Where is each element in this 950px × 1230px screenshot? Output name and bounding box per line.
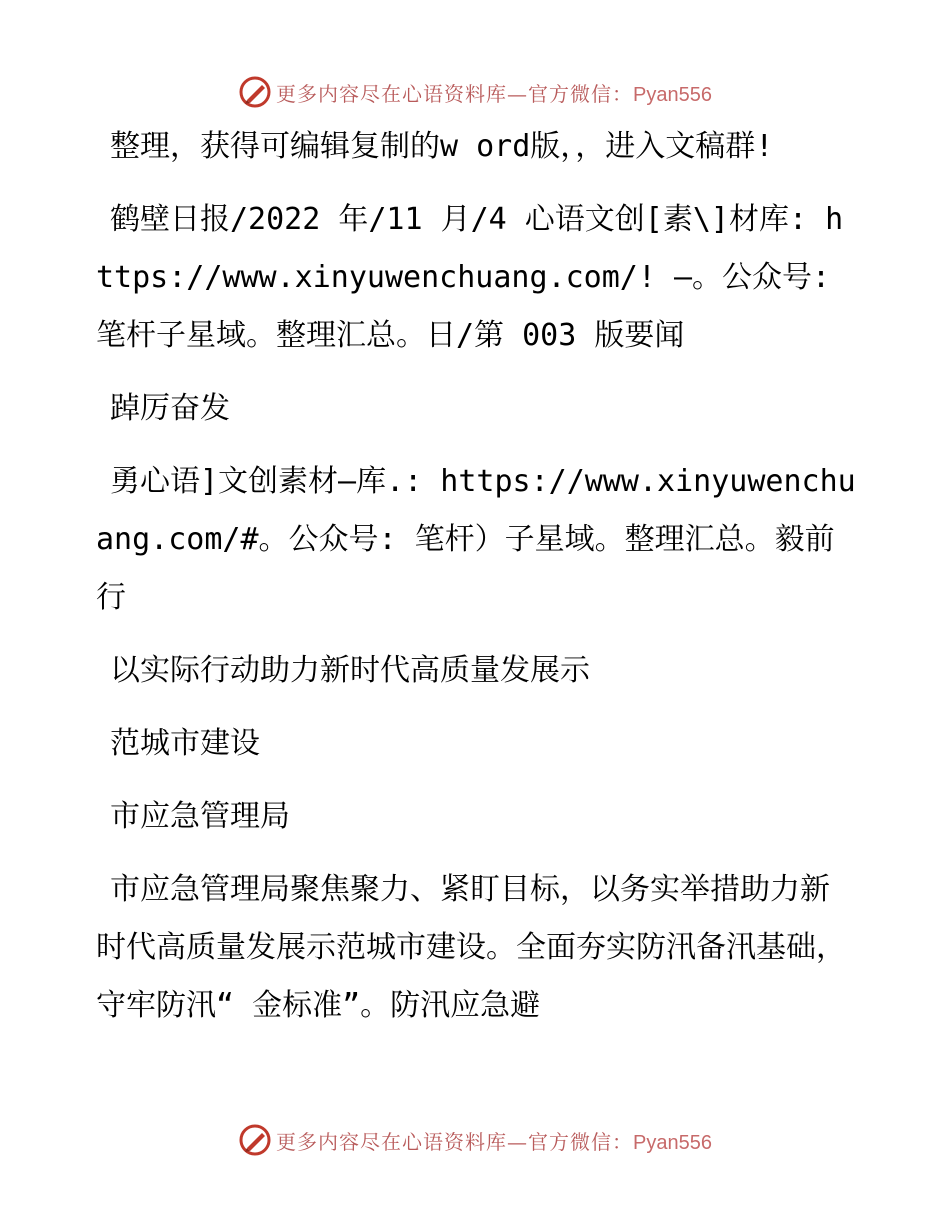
- document-body: [96, 118, 856, 1050]
- paragraph-4: 勇心语]文创素材—库.: https://www.xinyuwenchuang.com/#。公众号: 笔杆）子星域。整理汇总。毅前行: [96, 464, 856, 615]
- footer-wechat-id: Pyan556: [633, 1131, 712, 1154]
- footer-banner-text: 更多内容尽在心语资料库—官方微信：Pyan556: [276, 1129, 712, 1154]
- footer-banner: [0, 1120, 950, 1160]
- paragraph-8: 市应急管理局聚焦聚力、紧盯目标，以务实举措助力新时代高质量发展示范城市建设。全面夯实防汛备汛基础，守牢防汛“ 金标准”。防汛应急避: [96, 872, 846, 1023]
- paragraph-2: 鹤壁日报/2022 年/11 月/4 心语文创[素\]材库: https://www.xinyuwenchuang.com/! —。公众号: 笔杆子星域。整理汇总。日/第 003 版要闻: [96, 202, 844, 353]
- header-wechat-id: Pyan556: [633, 83, 712, 106]
- paragraph-5: 以实际行动助力新时代高质量发展示: [110, 653, 590, 688]
- header-banner: [0, 72, 950, 112]
- pen-logo-icon: [238, 1123, 272, 1157]
- header-banner-text: 更多内容尽在心语资料库—官方微信：Pyan556: [276, 81, 712, 106]
- paragraph-1: 整理，获得可编辑复制的w ord版，，进入文稿群!: [110, 129, 774, 164]
- paragraph-7: 市应急管理局: [110, 799, 290, 834]
- pen-logo-icon: [238, 75, 272, 109]
- paragraph-3: 踔厉奋发: [110, 391, 230, 426]
- paragraph-6: 范城市建设: [110, 726, 260, 761]
